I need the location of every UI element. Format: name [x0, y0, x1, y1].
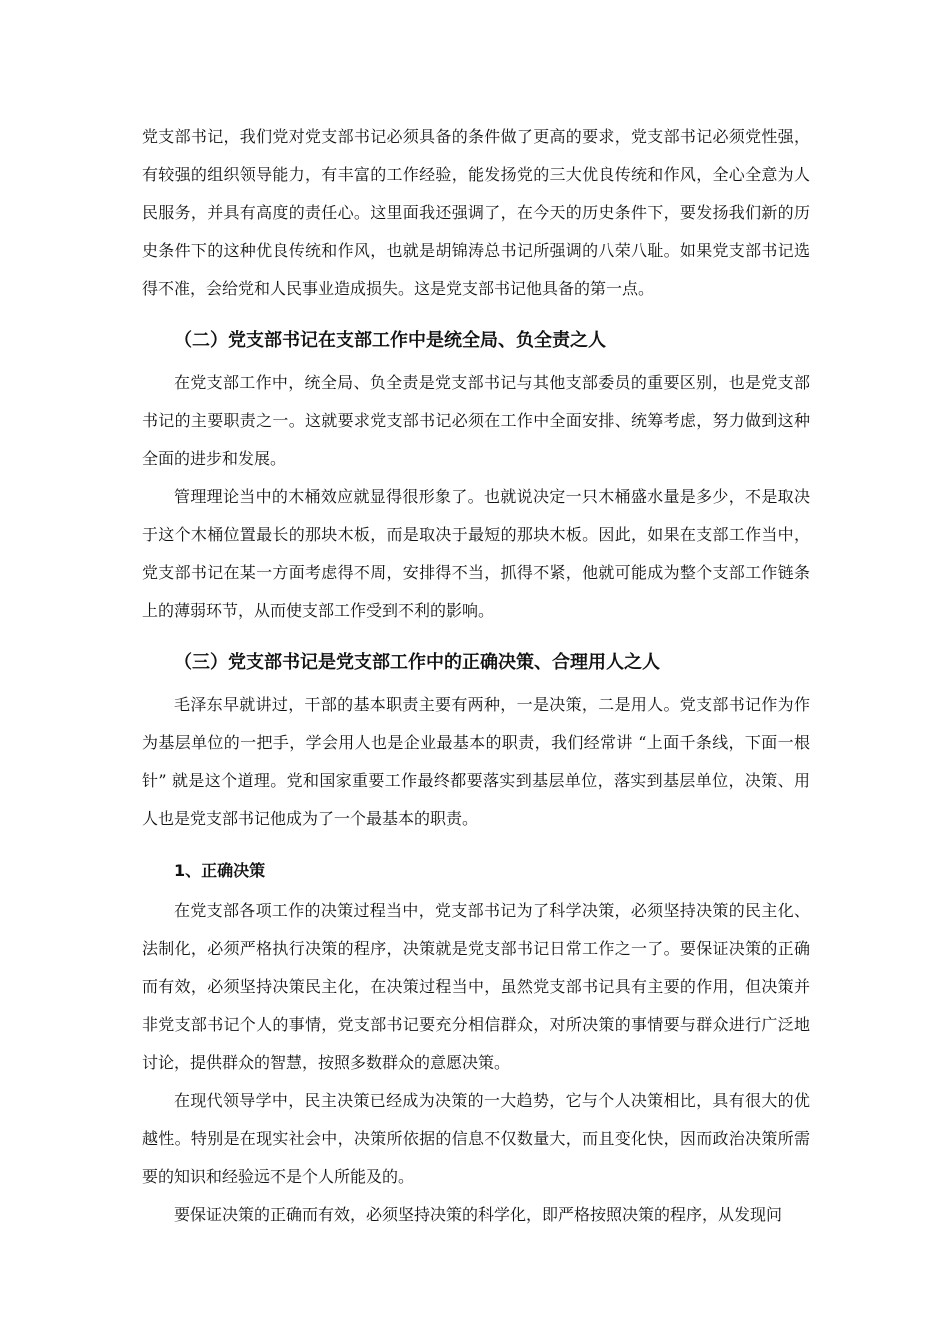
- paragraph-5: 在党支部各项工作的决策过程当中，党支部书记为了科学决策，必须坚持决策的民主化、法制化，必须严格执行决策的程序，决策就是党支部书记日常工作之一了。要保证决策的正确而有效，必须坚持决策民主化，在决策过程当中，虽然党支部书记具有主要的作用，但决策并非党支部书记个人的事情，党支部书记要充分相信群众，对所决策的事情要与群众进行广泛地讨论，提供群众的智慧，按照多数群众的意愿决策。: [142, 901, 810, 1072]
- paragraph-3: 管理理论当中的木桶效应就显得很形象了。也就说决定一只木桶盛水量是多少，不是取决于这个木桶位置最长的那块木板，而是取决于最短的那块木板。因此，如果在支部工作当中，党支部书记在某一方面考虑得不周，安排得不当，抓得不紧，他就可能成为整个支部工作链条上的薄弱环节，从而使支部工作受到不利的影响。: [142, 487, 810, 620]
- paragraph-2: 在党支部工作中，统全局、负全责是党支部书记与其他支部委员的重要区别，也是党支部书记的主要职责之一。这就要求党支部书记必须在工作中全面安排、统筹考虑，努力做到这种全面的进步和发展。: [142, 373, 810, 468]
- paragraph-1: 党支部书记，我们党对党支部书记必须具备的条件做了更高的要求，党支部书记必须党性强，有较强的组织领导能力，有丰富的工作经验，能发扬党的三大优良传统和作风，全心全意为人民服务，并具有高度的责任心。这里面我还强调了，在今天的历史条件下，要发扬我们新的历史条件下的这种优良传统和作风，也就是胡锦涛总书记所强调的八荣八耻。如果党支部书记选得不准，会给党和人民事业造成损失。这是党支部书记他具备的第一点。: [142, 127, 810, 298]
- subsection-heading-1: 1、正确决策: [174, 861, 266, 880]
- document-body: [142, 118, 810, 1234]
- paragraph-6: 在现代领导学中，民主决策已经成为决策的一大趋势，它与个人决策相比，具有很大的优越性。特别是在现实社会中，决策所依据的信息不仅数量大，而且变化快，因而政治决策所需要的知识和经验远不是个人所能及的。: [142, 1091, 810, 1186]
- paragraph-4: 毛泽东早就讲过，干部的基本职责主要有两种，一是决策，二是用人。党支部书记作为作为基层单位的一把手，学会用人也是企业最基本的职责，我们经常讲 “上面千条线，下面一根针” 就是这个道理。党和国家重要工作最终都要落实到基层单位，落实到基层单位，决策、用人也是党支部书记他成为了一个最基本的职责。: [142, 695, 810, 828]
- paragraph-7: 要保证决策的正确而有效，必须坚持决策的科学化，即严格按照决策的程序，从发现问: [174, 1205, 783, 1224]
- section-heading-2: （二）党支部书记在支部工作中是统全局、负全责之人: [174, 330, 606, 351]
- section-heading-3: （三）党支部书记是党支部工作中的正确决策、合理用人之人: [174, 652, 660, 673]
